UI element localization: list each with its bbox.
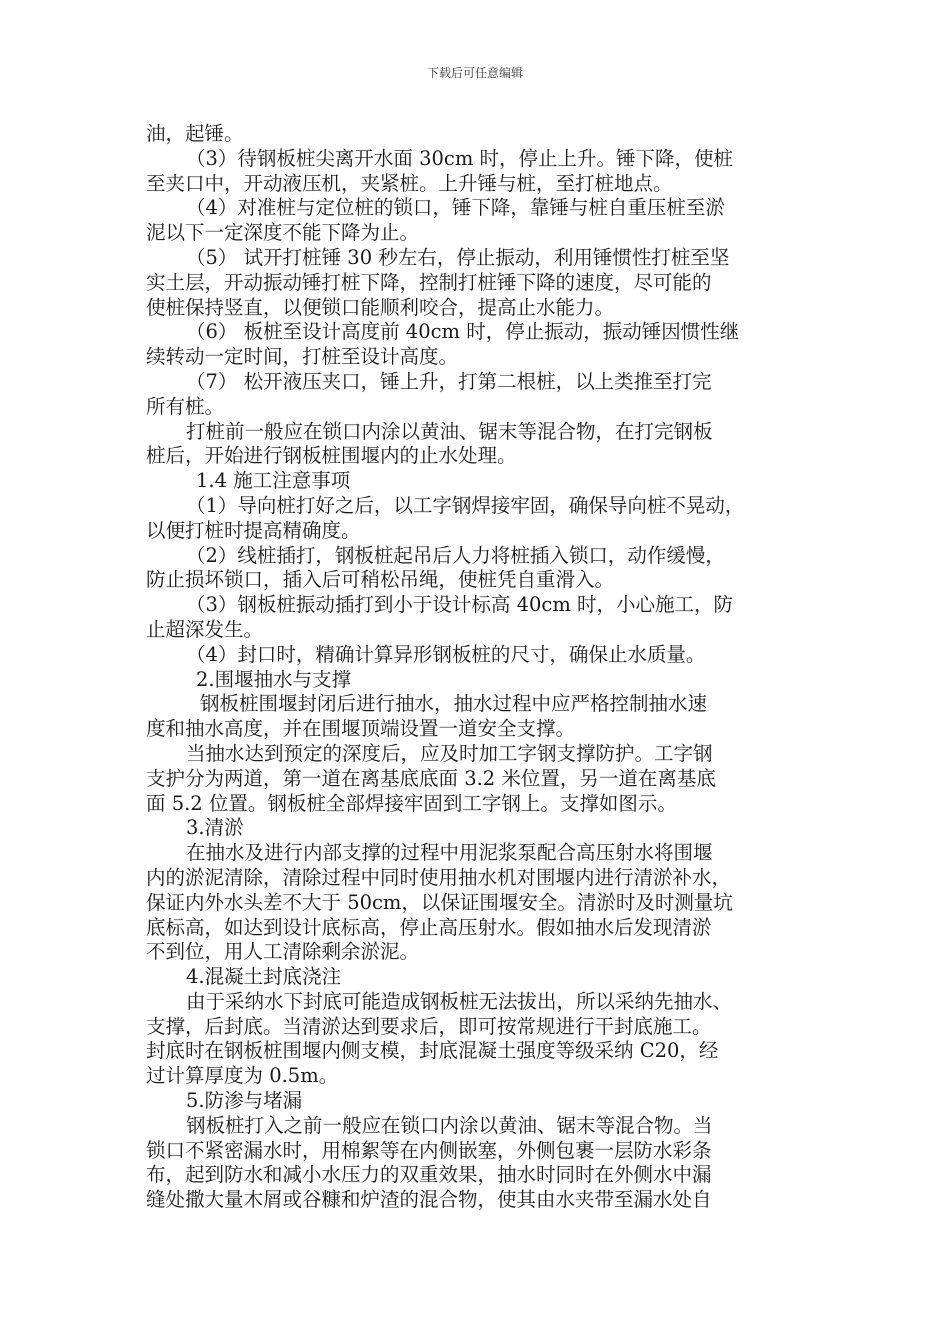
text-line: （6） 板桩至设计高度前 40cm 时，停止振动，振动锤因惯性继 xyxy=(186,320,740,344)
text-line: 打桩前一般应在锁口内涂以黄油、锯末等混合物，在打完钢板 xyxy=(186,419,713,443)
text-line: 当抽水达到预定的深度后，应及时加工字钢支撑防护。工字钢 xyxy=(186,741,713,765)
text-line: 内的淤泥清除，清除过程中同时使用抽水机对围堰内进行清淤补水， xyxy=(146,865,732,889)
text-line: 支撑，后封底。当清淤达到要求后，即可按常规进行干封底施工。 xyxy=(146,1014,712,1038)
section-heading: 3.清淤 xyxy=(186,816,244,840)
text-line: 由于采纳水下封底可能造成钢板桩无法拔出，所以采纳先抽水、 xyxy=(186,989,733,1013)
text-line: 以便打桩时提高精确度。 xyxy=(146,518,361,542)
text-line: 保证内外水头差不大于 50cm，以保证围堰安全。清淤时及时测量坑 xyxy=(146,890,733,914)
text-line: 桩后，开始进行钢板桩围堰内的止水处理。 xyxy=(146,444,517,468)
text-line: （7） 松开液压夹口，锤上升，打第二根桩，以上类推至打完 xyxy=(186,369,712,393)
text-line: （5） 试开打桩锤 30 秒左右，停止振动，利用锤惯性打桩至坚 xyxy=(186,245,730,269)
text-line: 所有桩。 xyxy=(146,394,225,418)
section-heading: 5.防渗与堵漏 xyxy=(186,1089,303,1113)
text-line: 钢板桩打入之前一般应在锁口内涂以黄油、锯末等混合物。当 xyxy=(186,1113,713,1137)
text-line: 不到位，用人工清除剩余淤泥。 xyxy=(146,940,420,964)
text-line: 续转动一定时间，打桩至设计高度。 xyxy=(146,345,459,369)
text-line: （3）钢板桩振动插打到小于设计标高 40cm 时，小心施工，防 xyxy=(186,593,734,617)
text-line: 过计算厚度为 0.5m。 xyxy=(146,1064,339,1088)
text-line: 止超深发生。 xyxy=(146,617,264,641)
text-line: （1）导向桩打好之后，以工字钢焊接牢固，确保导向桩不晃动， xyxy=(186,493,745,517)
text-line: 油，起锤。 xyxy=(146,122,244,145)
text-line: （2）线桩插打，钢板桩起吊后人力将桩插入锁口，动作缓慢， xyxy=(186,543,725,567)
text-line: 度和抽水高度，并在围堰顶端设置一道安全支撑。 xyxy=(146,717,576,741)
section-heading: 1.4 施工注意事项 xyxy=(196,469,351,493)
section-heading: 4.混凝土封底浇注 xyxy=(186,965,342,989)
text-line: 支护分为两道，第一道在离基底底面 3.2 米位置，另一道在离基底 xyxy=(146,766,716,790)
text-line: （4）封口时，精确计算异形钢板桩的尺寸，确保止水质量。 xyxy=(186,642,706,666)
page-header: 下载后可任意编辑 xyxy=(426,66,523,80)
text-line: 防止损坏锁口，插入后可稍松吊绳，使桩凭自重滑入。 xyxy=(146,568,615,592)
text-line: 钢板桩围堰封闭后进行抽水，抽水过程中应严格控制抽水速 xyxy=(200,692,708,716)
text-line: 底标高，如达到设计底标高，停止高压射水。假如抽水后发现清淤 xyxy=(146,915,712,939)
text-line: 在抽水及进行内部支撑的过程中用泥浆泵配合高压射水将围堰 xyxy=(186,841,713,865)
text-line: （3）待钢板桩尖离开水面 30cm 时，停止上升。锤下降，使桩 xyxy=(186,146,734,170)
text-line: 封底时在钢板桩围堰内侧支模，封底混凝土强度等级采纳 C20，经 xyxy=(146,1039,719,1063)
text-line: 锁口不紧密漏水时，用棉絮等在内侧嵌塞，外侧包裹一层防水彩条 xyxy=(146,1138,712,1162)
text-line: 缝处撒大量木屑或谷糠和炉渣的混合物，使其由水夹带至漏水处自 xyxy=(146,1188,712,1212)
text-line: 实土层，开动振动锤打桩下降，控制打桩锤下降的速度，尽可能的 xyxy=(146,270,712,294)
section-heading: 2.围堰抽水与支撑 xyxy=(196,667,352,691)
text-line: 至夹口中，开动液压机，夹紧桩。上升锤与桩，至打桩地点。 xyxy=(146,171,673,195)
text-line: 面 5.2 位置。钢板桩全部焊接牢固到工字钢上。支撑如图示。 xyxy=(146,791,677,815)
text-line: 泥以下一定深度不能下降为止。 xyxy=(146,221,420,245)
text-line: （4）对准桩与定位桩的锁口，锤下降，靠锤与桩自重压桩至淤 xyxy=(186,196,725,220)
text-line: 布，起到防水和减小水压力的双重效果，抽水时同时在外侧水中漏 xyxy=(146,1163,712,1187)
document-body xyxy=(146,122,812,1213)
text-line: 使桩保持竖直，以便锁口能顺利咬合，提高止水能力。 xyxy=(146,295,615,319)
